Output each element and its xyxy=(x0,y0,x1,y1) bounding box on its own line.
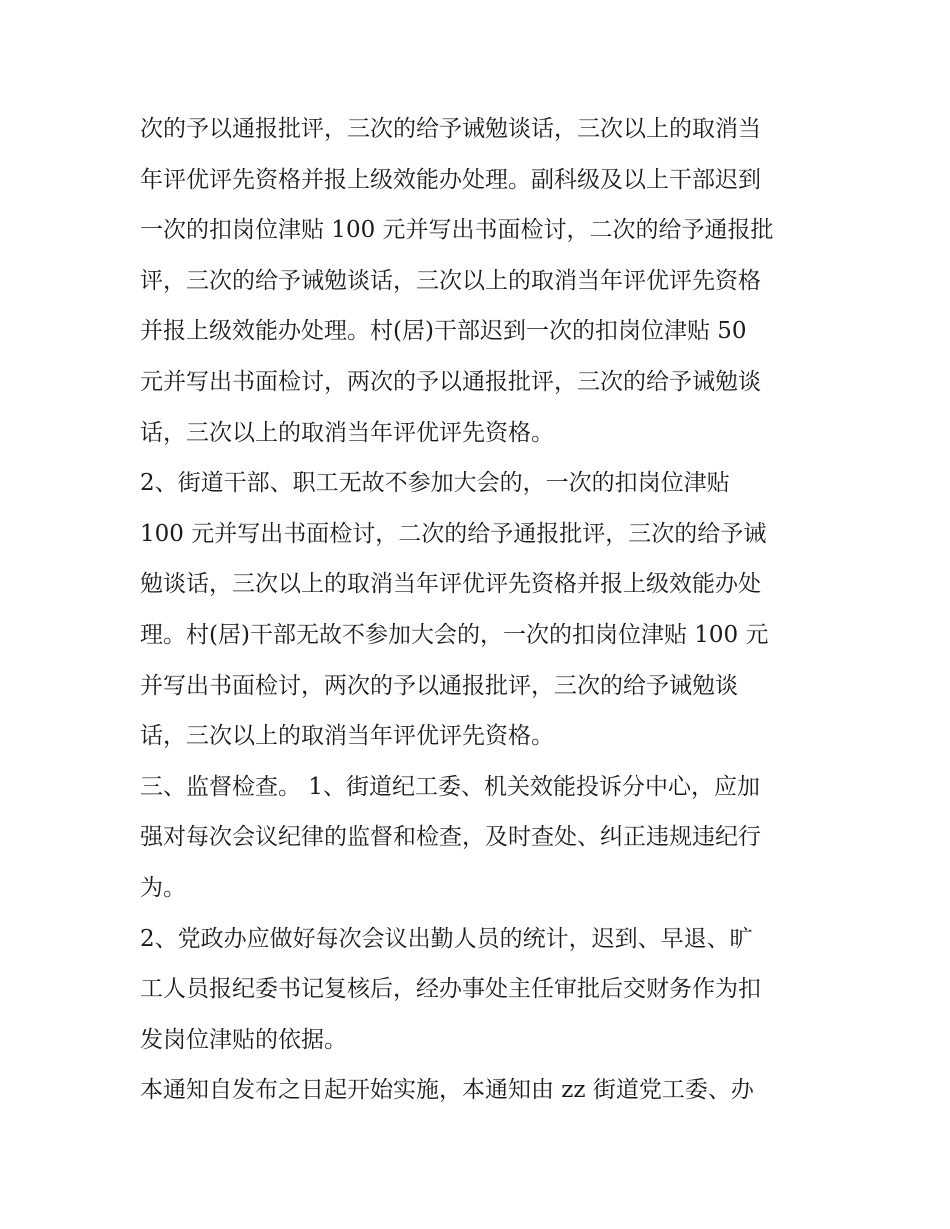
text-line: 次的予以通报批评，三次的给予诫勉谈话，三次以上的取消当 xyxy=(140,116,761,142)
text-line: 2、党政办应做好每次会议出勤人员的统计，迟到、早退、旷 xyxy=(140,925,753,952)
text-line: 理。村(居)干部无故不参加大会的，一次的扣岗位津贴 100 元 xyxy=(140,621,769,648)
text-line: 年评优评先资格并报上级效能办处理。副科级及以上干部迟到 xyxy=(140,166,761,193)
text-line: 2、街道干部、职工无故不参加大会的，一次的扣岗位津贴 xyxy=(140,470,730,497)
text-line: 发岗位津贴的依据。 xyxy=(140,1026,347,1053)
text-line: 一次的扣岗位津贴 100 元并写出书面检讨，二次的给予通报批 xyxy=(140,217,774,244)
text-line: 话，三次以上的取消当年评优评先资格。 xyxy=(140,419,554,446)
text-line: 工人员报纪委书记复核后，经办事处主任审批后交财务作为扣 xyxy=(140,976,761,1003)
text-line: 强对每次会议纪律的监督和检查，及时查处、纠正违规违纪行 xyxy=(140,824,761,851)
text-line: 三、监督检查。 1、街道纪工委、机关效能投诉分中心，应加 xyxy=(140,773,760,800)
text-line: 并报上级效能办处理。村(居)干部迟到一次的扣岗位津贴 50 xyxy=(140,318,747,345)
text-line: 为。 xyxy=(140,874,186,901)
text-line: 100 元并写出书面检讨，二次的给予通报批评，三次的给予诫 xyxy=(140,520,767,547)
text-line: 话，三次以上的取消当年评优评先资格。 xyxy=(140,723,554,750)
text-line: 并写出书面检讨，两次的予以通报批评，三次的给予诫勉谈 xyxy=(140,672,738,699)
text-line: 元并写出书面检讨，两次的予以通报批评，三次的给予诫勉谈 xyxy=(140,368,761,395)
text-line: 本通知自发布之日起开始实施，本通知由 zz 街道党工委、办 xyxy=(140,1077,754,1104)
text-line: 勉谈话，三次以上的取消当年评优评先资格并报上级效能办处 xyxy=(140,571,761,598)
document-body xyxy=(140,104,820,1116)
text-line: 评，三次的给予诫勉谈话，三次以上的取消当年评优评先资格 xyxy=(140,267,761,294)
